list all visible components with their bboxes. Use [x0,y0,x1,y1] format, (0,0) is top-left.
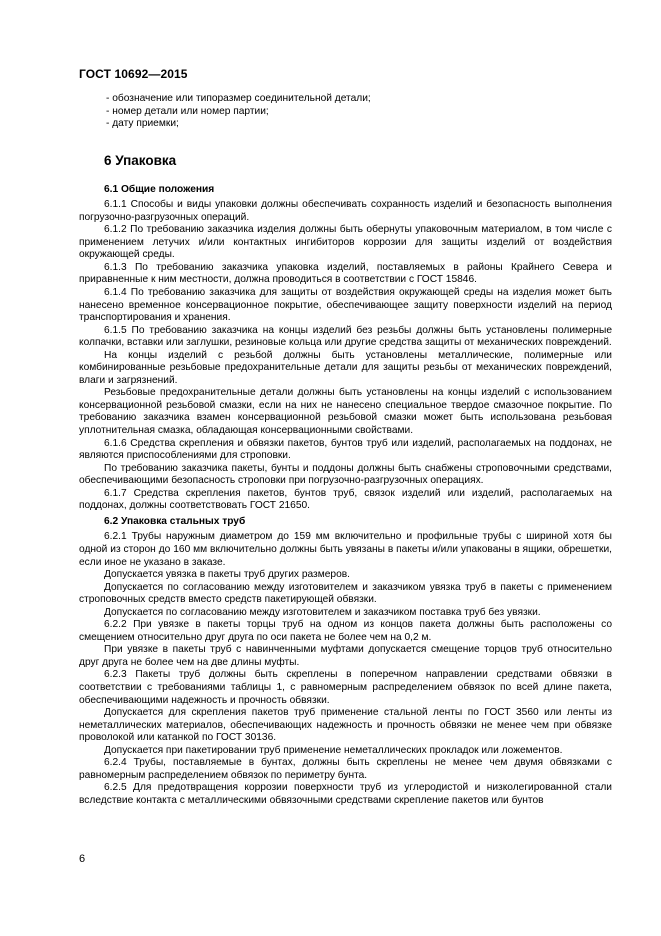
paragraph: Допускается для скрепления пакетов труб применение стальной ленты по ГОСТ 3560 или ленты из неметаллических материалов, обеспечивающих надежность и прочность обвязки не менее чем при обвязке проволокой или катанкой по ГОСТ 30136. [79,707,612,744]
running-header: ГОСТ 10692—2015 [79,67,188,81]
body-text [79,93,612,807]
list-item: - номер детали или номер партии; [106,105,269,117]
paragraph: 6.1.2 По требованию заказчика изделия должны быть обернуты упаковочным материалом, в том числе с применением летучих и/или контактных ингибиторов коррозии для защиты изделий от воздействия окружающей среды. [79,224,612,261]
paragraph: На концы изделий с резьбой должны быть установлены металлические, полимерные или комбинированные резьбовые предохранительные детали для защиты резьбы от механических повреждений, влаги и загрязнений. [79,349,612,386]
paragraph: 6.1.3 По требованию заказчика упаковка изделий, поставляемых в районы Крайнего Севера и приравненные к ним местности, должна проводиться в соответствии с ГОСТ 15846. [79,261,612,286]
paragraph: Допускается увязка в пакеты труб других размеров. [104,569,350,581]
paragraph: Допускается по согласованию между изготовителем и заказчиком увязка труб в пакеты с применением строповочных средств вместо средств пакетирующей обвязки. [79,581,612,606]
list-item: - дату приемки; [106,118,179,130]
list-item: - обозначение или типоразмер соединительной детали; [106,93,371,104]
page-number: 6 [79,853,86,865]
paragraph: При увязке в пакеты труб с навинченными муфтами допускается смещение торцов труб относительно друг друга не более чем на две длины муфты. [79,644,612,668]
paragraph: 6.1.6 Средства скрепления и обвязки пакетов, бунтов труб или изделий, располагаемых на поддонах, не являются приспособлениями для строповки. [79,437,612,462]
subsection-heading: 6.2 Упаковка стальных труб [104,515,246,527]
paragraph: 6.1.7 Средства скрепления пакетов, бунтов труб, связок изделий или изделий, располагаемых на поддонах, должны соответствовать ГОСТ 21650. [79,487,612,512]
paragraph: 6.2.3 Пакеты труб должны быть скреплены в поперечном направлении средствами обвязки в соответствии с требованиями таблицы 1, с равномерным распределением обвязок по всей длине пакета, обеспечивающими надежность и прочность обвязки. [79,669,612,706]
paragraph: По требованию заказчика пакеты, бунты и поддоны должны быть снабжены строповочными средствами, обеспечивающими безопасность строповки при погрузочно-разгрузочных операциях. [79,462,612,487]
subsection-heading: 6.1 Общие положения [104,183,215,195]
paragraph: 6.2.5 Для предотвращения коррозии поверхности труб из углеродистой и низколегированной стали вследствие контакта с металлическими обвязочными средствами скрепление пакетов или бунтов [79,782,612,806]
paragraph: 6.2.2 При увязке в пакеты торцы труб на одном из концов пакета должны быть расположены со смещением относительно друг друга по оси пакета не более чем на 0,2 м. [79,619,612,643]
section-heading: 6 Упаковка [104,152,177,168]
paragraph: 6.1.5 По требованию заказчика на концы изделий без резьбы должны быть установлены полимерные колпачки, вставки или заглушки, резиновые кольца или другие средства защиты от механических повреждений. [79,324,612,349]
paragraph: 6.1.1 Способы и виды упаковки должны обеспечивать сохранность изделий и безопасность выполнения погрузочно-разгрузочных операций. [79,199,612,223]
paragraph: Резьбовые предохранительные детали должны быть установлены на концы изделий с использованием консервационной резьбовой смазки, если на них не нанесено специальное твердое смазочное покрытие. По требованию заказчика взамен консервационной резьбовой смазки может быть использована резьбовая уплотнительная смазка, обладающая консервационными свойствами. [79,387,612,437]
paragraph: 6.2.1 Трубы наружным диаметром до 159 мм включительно и профильные трубы с шириной хотя бы одной из сторон до 160 мм включительно должны быть увязаны в пакеты и/или упакованы в ящики, обрешетки, если иное не указано в заказе. [79,531,612,568]
paragraph: 6.1.4 По требованию заказчика для защиты от воздействия окружающей среды на изделия может быть нанесено временное консервационное покрытие, обеспечивающее защиту поверхности изделий на период транспортирования и хранения. [79,287,612,324]
paragraph: 6.2.4 Трубы, поставляемые в бунтах, должны быть скреплены не менее чем двумя обвязками с равномерным распределением обвязок по периметру бунта. [79,757,612,781]
paragraph: Допускается по согласованию между изготовителем и заказчиком поставка труб без увязки. [104,606,541,618]
paragraph: Допускается при пакетировании труб применение неметаллических прокладок или ложементов. [104,744,563,756]
